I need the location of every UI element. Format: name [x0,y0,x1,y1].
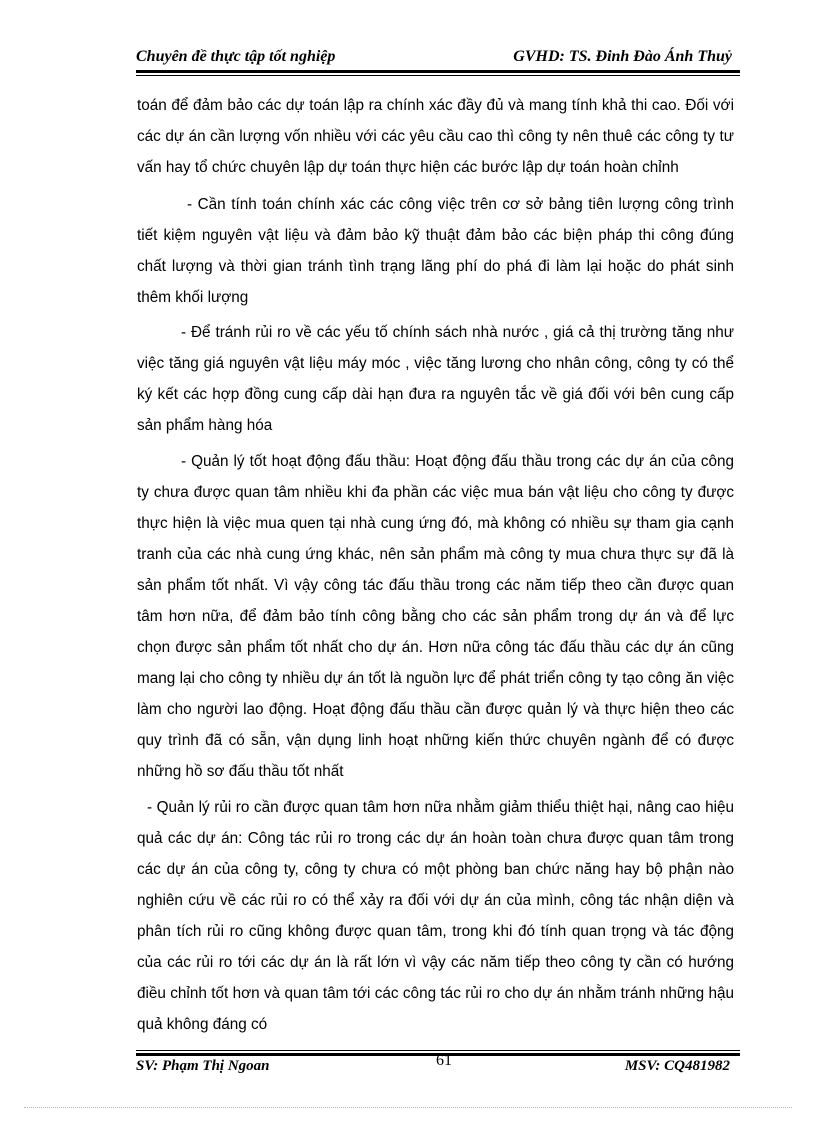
page-footer [136,1052,740,1082]
paragraph-3: - Để tránh rủi ro về các yếu tố chính sách nhà nước , giá cả thị trường tăng như việc tăng giá nguyên vật liệu máy móc , việc tăng lương cho nhân công, công ty có thể ký kết các hợp đồng cung cấp dài hạn đưa ra nguyên tắc về giá đối với bên cung cấp sản phẩm hàng hóa [137,324,734,434]
paragraph-2: - Cần tính toán chính xác các công việc trên cơ sở bảng tiên lượng công trình tiết kiệm nguyên vật liệu và đảm bảo kỹ thuật đảm bảo các biện pháp thi công đúng chất lượng và thời gian tránh tình trạng lãng phí do phá đi làm lại hoặc do phát sinh thêm khối lượng [137,196,734,306]
paragraph-1: toán để đảm bảo các dự toán lập ra chính xác đầy đủ và mang tính khả thi cao. Đối với các dự án cần lượng vốn nhiều với các yêu cầu cao thì công ty nên thuê các công ty tư vấn hay tổ chức chuyên lập dự toán thực hiện các bước lập dự toán hoàn chỉnh [137,97,734,176]
header-rule-thin [136,75,740,76]
footer-rule-thin [136,1050,740,1051]
footer-student-name: SV: Phạm Thị Ngoan [136,1058,270,1074]
paragraph-4: - Quản lý tốt hoạt động đấu thầu: Hoạt động đấu thầu trong các dự án của công ty chưa được quan tâm nhiều khi đa phần các việc mua bán vật liệu cho công ty được thực hiện là việc mua quen tại nhà cung ứng đó, mà không có nhiều sự tham gia cạnh tranh của các nhà cung ứng khác, nên sản phẩm mà công ty mua chưa thực sự đã là sản phẩm tốt nhất. Vì vậy công tác đấu thầu trong các năm tiếp theo cần được quan tâm hơn nữa, để đảm bảo tính công bằng cho các sản phẩm trong dự án và để lực chọn được sản phẩm tốt nhất cho dự án. Hơn nữa công tác đấu thầu các dự án cũng mang lại cho công ty nhiều dự án tốt là nguồn lực để phát triển công ty tạo công ăn việc làm cho người lao động. Hoạt động đấu thầu cần được quản lý và thực hiện theo các quy trình đã có sẵn, vận dụng linh hoạt những kiến thức chuyên ngành để có được những hồ sơ đấu thầu tốt nhất [137,453,734,780]
page-edge-divider [24,1107,792,1108]
page-header [136,44,740,70]
body-text [137,90,734,1040]
footer-student-id: MSV: CQ481982 [624,1058,730,1074]
page-number: 61 [436,1052,452,1069]
paragraph-5: - Quản lý rủi ro cần được quan tâm hơn nữa nhằm giảm thiểu thiệt hại, nâng cao hiệu quả các dự án: Công tác rủi ro trong các dự án hoàn toàn chưa được quan tâm trong các dự án của công ty, công ty chưa có một phòng ban chức năng hay bộ phận nào nghiên cứu về các rủi ro có thể xảy ra đối với dự án của mình, công tác nhận diện và phân tích rủi ro cũng không được quan tâm, trong khi đó tính quan trọng và tác động của các rủi ro tới các dự án là rất lớn vì vậy các năm tiếp theo công ty cần có hướng điều chỉnh tốt hơn và quan tâm tới các công tác rủi ro cho dự án nhằm tránh những hậu quả không đáng có [137,799,734,1033]
header-rule-thick [136,70,740,73]
header-thesis-title: Chuyên đề thực tập tốt nghiệp [136,48,336,65]
header-supervisor: GVHD: TS. Đinh Đào Ánh Thuỷ [513,48,732,65]
